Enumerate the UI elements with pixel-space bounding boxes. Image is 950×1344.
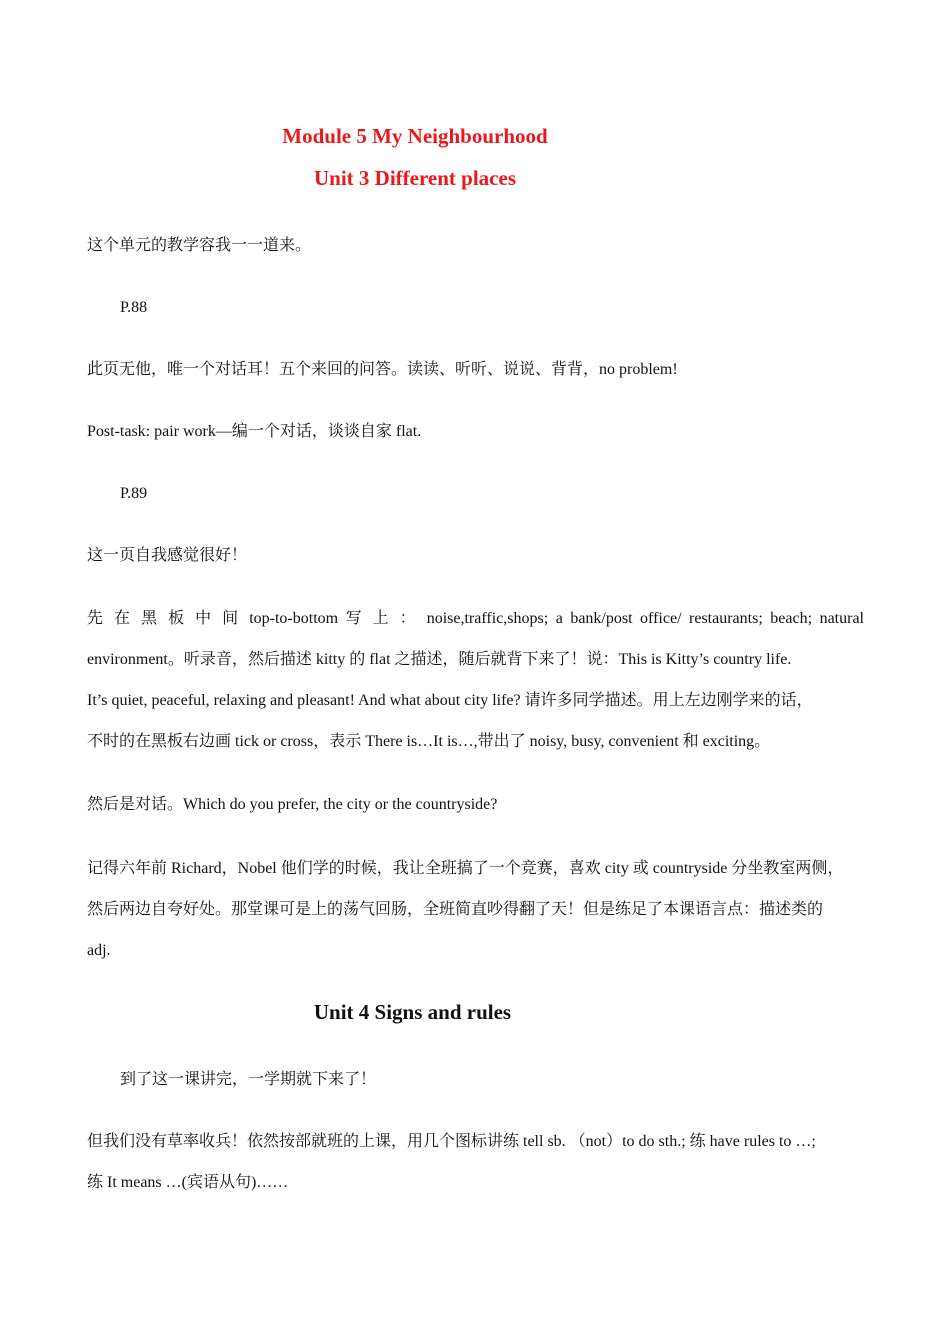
- page-label-p88: P.88: [120, 299, 148, 316]
- memory-paragraph-line-1: 记得六年前 Richard，Nobel 他们学的时候，我让全班搞了一个竞赛，喜欢 city 或 countryside 分坐教室两侧，: [87, 860, 844, 877]
- unit4-heading: Unit 4 Signs and rules: [313, 1000, 512, 1024]
- post-task-note: Post-task: pair work—编一个对话，谈谈自家 flat.: [87, 423, 422, 440]
- memory-paragraph-line-2: 然后两边自夸好处。那堂课可是上的荡气回肠，全班简直吵得翻了天！但是练足了本课语言点：描述类的: [87, 901, 824, 918]
- lesson-paragraph-line-2: environment。听录音，然后描述 kitty 的 flat 之描述，随后就背下来了！说：This is Kitty’s country life.: [87, 651, 792, 668]
- lesson-paragraph-line-3: It’s quiet, peaceful, relaxing and pleasant! And what about city life? 请许多同学描述。用上左边刚学来的话，: [87, 692, 813, 709]
- p89-description: 这一页自我感觉很好！: [87, 547, 248, 564]
- page-label-p89: P.89: [120, 485, 148, 502]
- unit4-intro: 到了这一课讲完，一学期就下来了！: [120, 1071, 377, 1088]
- unit4-paragraph-line-2: 练 It means …(宾语从句)……: [87, 1174, 289, 1191]
- lesson-paragraph-line-1: 先 在 黑 板 中 间 top-to-bottom 写 上 ： noise,traffic,shops; a bank/post office/ restaurants; beach; natural: [87, 610, 864, 627]
- unit3-intro: 这个单元的教学容我一一道来。: [87, 237, 312, 254]
- memory-paragraph-line-3: adj.: [87, 942, 111, 959]
- module-title: Module 5 My Neighbourhood: [282, 124, 548, 148]
- unit3-title: Unit 3 Different places: [314, 166, 516, 190]
- lesson-paragraph-line-4: 不时的在黑板右边画 tick or cross，表示 There is…It is…,带出了 noisy, busy, convenient 和 exciting。: [87, 733, 771, 750]
- p88-description: 此页无他，唯一个对话耳！五个来回的问答。读读、听听、说说、背背，no problem!: [87, 361, 678, 378]
- unit4-paragraph-line-1: 但我们没有草率收兵！依然按部就班的上课，用几个图标讲练 tell sb. （not）to do sth.; 练 have rules to …;: [87, 1133, 816, 1150]
- dialogue-note: 然后是对话。Which do you prefer, the city or the countryside?: [87, 796, 498, 813]
